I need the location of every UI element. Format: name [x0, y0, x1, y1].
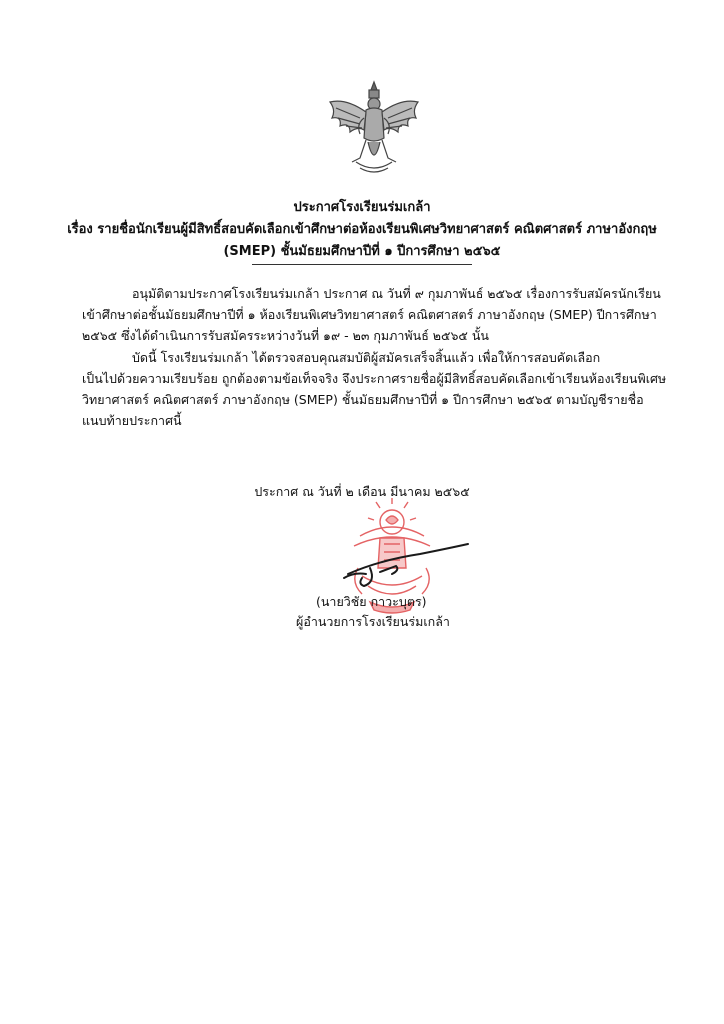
paragraph-2: [82, 347, 667, 431]
paragraph-1-line-2: เข้าศึกษาต่อชั้นมัธยมศึกษาปีที่ ๑ ห้องเรียนพิเศษวิทยาศาสตร์ คณิตศาสตร์ ภาษาอังกฤษ (SMEP) ปีการศึกษา: [82, 307, 657, 322]
paragraph-2-line-1: บัดนี้ โรงเรียนร่มเกล้า ได้ตรวจสอบคุณสมบัติผู้สมัครเสร็จสิ้นแล้ว เพื่อให้การสอบคัดเลือก: [132, 350, 601, 365]
paragraph-1-line-1: อนุมัติตามประกาศโรงเรียนร่มเกล้า ประกาศ ณ วันที่ ๙ กุมภาพันธ์ ๒๕๖๕ เรื่องการรับสมัครนักเรียน: [132, 286, 661, 301]
paragraph-1-line-3: ๒๕๖๕ ซึ่งได้ดำเนินการรับสมัครระหว่างวันที่ ๑๙ - ๒๓ กุมภาพันธ์ ๒๕๖๕ นั้น: [82, 328, 489, 343]
paragraph-1: [82, 283, 661, 346]
paragraph-2-line-4: แนบท้ายประกาศนี้: [82, 413, 182, 428]
heading-title: ประกาศโรงเรียนร่มเกล้า: [293, 200, 431, 215]
signer-name: (นายวิชัย กาวะบุตร): [316, 594, 427, 609]
heading-subject-cont: (SMEP) ชั้นมัธยมศึกษาปีที่ ๑ ปีการศึกษา ๒๕๖๕: [223, 244, 501, 259]
heading-subject: เรื่อง รายชื่อนักเรียนผู้มีสิทธิ์สอบคัดเลือกเข้าศึกษาต่อห้องเรียนพิเศษวิทยาศาสตร์ คณิตศาสตร์ ภาษาอังกฤษ: [67, 222, 657, 237]
paragraph-2-line-2: เป็นไปด้วยความเรียบร้อย ถูกต้องตามข้อเท็จจริง จึงประกาศรายชื่อผู้มีสิทธิ์สอบคัดเลือกเข้าเรียนห้องเรียนพิเศษ: [82, 371, 667, 386]
heading-divider: [252, 264, 472, 265]
signature-icon: [340, 538, 476, 588]
garuda-emblem-icon: [326, 78, 422, 178]
signer-title: ผู้อำนวยการโรงเรียนร่มเกล้า: [296, 614, 450, 629]
announcement-date: ประกาศ ณ วันที่ ๒ เดือน มีนาคม ๒๕๖๕: [254, 484, 470, 499]
paragraph-2-line-3: วิทยาศาสตร์ คณิตศาสตร์ ภาษาอังกฤษ (SMEP) ชั้นมัธยมศึกษาปีที่ ๑ ปีการศึกษา ๒๕๖๕ ตามบัญชีรายชื่อ: [82, 392, 644, 407]
